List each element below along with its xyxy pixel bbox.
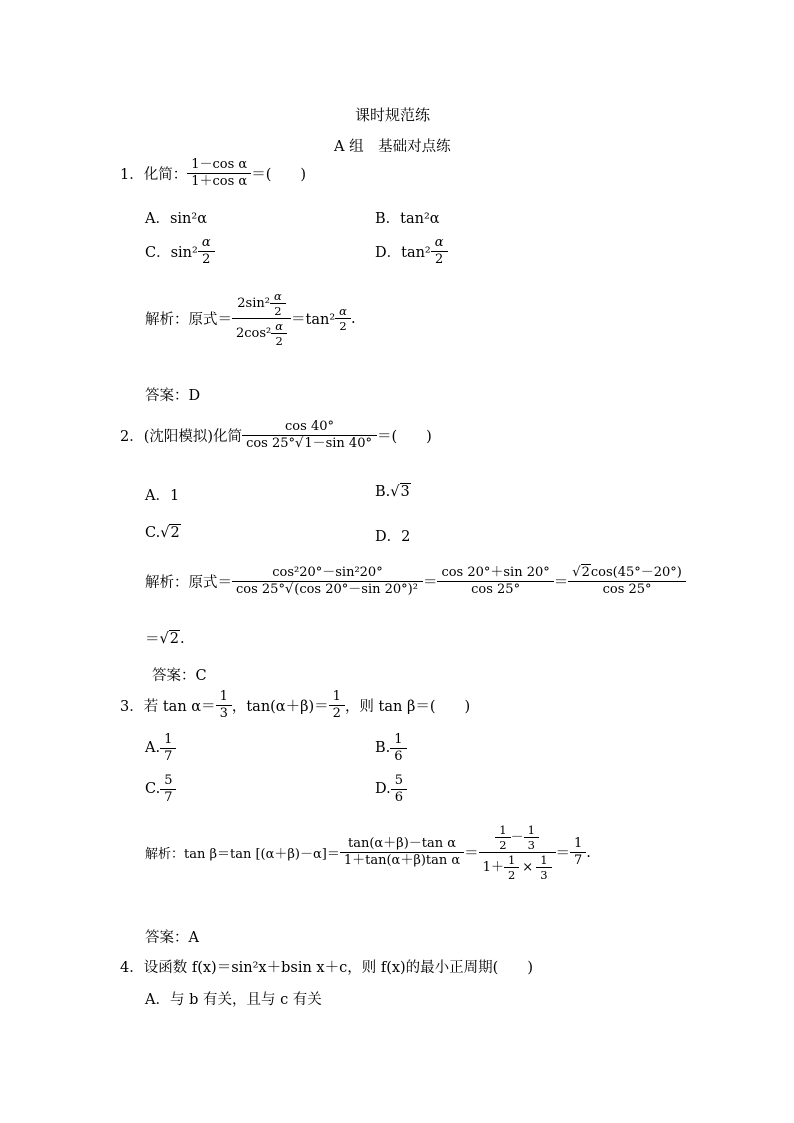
option-c <box>145 236 215 266</box>
numerator: cos 20°＋sin 20° <box>441 565 550 580</box>
solution-label: 解析：原式＝ <box>145 312 232 329</box>
fraction <box>506 854 517 881</box>
fraction <box>272 290 284 317</box>
denominator: 7 <box>160 748 176 764</box>
fraction <box>244 420 375 450</box>
numerator <box>570 566 684 581</box>
option-label: A. <box>145 740 161 757</box>
question-text: ，则 tan β＝( ) <box>344 698 471 715</box>
option-b <box>375 733 407 763</box>
equals-sign: ＝ <box>145 632 160 648</box>
denominator: 1＋cos α <box>187 173 251 189</box>
page-title: 课时规范练 <box>355 106 431 124</box>
question-number: 1． <box>120 166 144 183</box>
answer-blank: ＝( ) <box>251 166 307 183</box>
equals-sign: ＝ <box>422 574 438 591</box>
square-root: √1－sin 40° <box>295 435 372 451</box>
option-b <box>375 484 411 500</box>
numerator: cos 40° <box>285 419 334 434</box>
option-label: C．sin² <box>145 244 198 261</box>
solution-2 <box>145 566 686 596</box>
question-text: 化简： <box>143 166 188 183</box>
option-label: C. <box>145 781 161 798</box>
numerator: 1 <box>507 853 516 868</box>
radicand: 2 <box>170 525 180 541</box>
option-d <box>375 774 407 804</box>
equals-sign: ＝ <box>555 846 571 863</box>
numerator: cos²20°－sin²20° <box>272 565 383 580</box>
option-a: A．1 <box>145 488 180 504</box>
question-4-stem <box>120 956 533 977</box>
fraction <box>342 837 462 867</box>
question-text: 设函数 f(x)＝sin²x＋bsin x＋c，则 f(x)的最小正周期( ) <box>143 960 533 976</box>
answer-blank: ＝( ) <box>376 428 432 445</box>
denominator <box>232 318 291 347</box>
section-heading: A 组 基础对点练 <box>334 139 451 155</box>
numerator: 1－cos α <box>191 157 248 172</box>
numerator: α <box>273 289 282 303</box>
fraction <box>392 733 404 763</box>
option-a: A．与 b 有关，且与 c 有关 <box>145 992 322 1008</box>
solution-1 <box>145 290 356 347</box>
question-text: ，tan(α＋β)＝ <box>231 698 329 715</box>
radicand: (cos 20°－sin 20°)² <box>294 581 418 597</box>
square-root: √2 <box>160 525 180 541</box>
question-3-stem <box>120 690 470 720</box>
numerator <box>493 824 541 852</box>
numerator <box>235 290 287 318</box>
denominator: 2 <box>198 251 215 267</box>
times-sign: × <box>522 859 534 875</box>
numerator: 1 <box>499 823 507 837</box>
denominator: 1＋tan(α＋β)tan α <box>340 852 464 868</box>
solution-label: 解析：tan β＝tan [(α＋β)－α]＝ <box>145 847 340 863</box>
option-b: B．tan²α <box>375 211 440 227</box>
denominator: 2 <box>270 303 286 317</box>
denominator: cos 25° <box>437 581 553 597</box>
option-label: B. <box>375 484 391 500</box>
denominator: 3 <box>524 837 539 851</box>
numerator: α <box>275 319 284 334</box>
numerator-text: 2sin² <box>237 295 270 311</box>
question-1-stem <box>120 158 306 188</box>
square-root: √(cos 20°－sin 20°)² <box>284 581 418 597</box>
fraction <box>393 774 405 804</box>
denominator: 2 <box>329 705 345 721</box>
fraction <box>162 733 174 763</box>
radicand: 2 <box>169 630 179 647</box>
denominator <box>479 852 556 881</box>
numerator: 1 <box>540 853 548 868</box>
question-number: 2． <box>120 428 144 445</box>
option-label: D．tan² <box>375 244 431 261</box>
option-label: C. <box>145 525 161 541</box>
period: . <box>586 844 591 861</box>
denominator <box>232 581 423 597</box>
question-number: 3． <box>120 698 144 715</box>
question-text: (沈阳模拟)化简 <box>143 428 243 445</box>
denominator: 3 <box>216 705 232 721</box>
fraction <box>570 566 684 596</box>
option-label: D. <box>375 781 391 798</box>
fraction <box>234 290 289 347</box>
answer-3: 答案：A <box>145 930 199 946</box>
option-label: B. <box>375 740 391 757</box>
solution-label: 解析：原式＝ <box>145 574 232 591</box>
fraction <box>439 566 551 596</box>
denominator: 2 <box>495 837 510 851</box>
fraction <box>572 837 584 867</box>
denominator: cos 25° <box>568 581 686 597</box>
numerator: 1 <box>219 689 228 704</box>
fraction <box>331 690 343 720</box>
denominator: 7 <box>160 789 176 805</box>
numerator: tan(α＋β)－tan α <box>347 836 457 852</box>
denominator: 6 <box>391 789 407 805</box>
numerator: 1 <box>332 689 341 704</box>
numerator-text: cos(45°－20°) <box>590 565 682 580</box>
question-2-stem <box>120 420 432 450</box>
numerator: α <box>434 235 444 250</box>
numerator: 5 <box>164 773 173 788</box>
square-root: √2 <box>572 565 590 580</box>
numerator: α <box>201 235 211 250</box>
fraction <box>162 774 174 804</box>
fraction <box>433 236 446 266</box>
minus-sign: － <box>510 829 524 845</box>
radicand: 2 <box>581 565 590 580</box>
denominator-text: cos 25° <box>236 581 285 597</box>
denominator-text: 2cos² <box>236 325 272 341</box>
numerator: 1 <box>394 732 403 747</box>
square-root: √3 <box>390 484 410 500</box>
fraction <box>189 158 249 188</box>
solution-3 <box>145 824 591 881</box>
fraction <box>497 824 508 851</box>
fraction <box>526 824 537 851</box>
fraction <box>218 690 230 720</box>
denominator: 2 <box>504 867 519 881</box>
fraction <box>200 236 213 266</box>
denominator: 2 <box>431 251 448 267</box>
radicand: 1－sin 40° <box>304 435 372 451</box>
numerator: 5 <box>394 773 403 788</box>
numerator: 1 <box>574 836 583 852</box>
square-root: √2 <box>159 630 179 647</box>
radicand: 3 <box>400 484 410 500</box>
numerator: 1 <box>527 823 535 837</box>
denominator: 2 <box>335 318 351 332</box>
period: . <box>179 630 185 647</box>
question-text: 若 tan α＝ <box>143 698 216 715</box>
fraction <box>234 566 421 596</box>
denominator-text: 1＋ <box>482 859 504 875</box>
option-d: D．2 <box>375 529 411 545</box>
denominator: 6 <box>390 748 406 764</box>
answer-2: 答案：C <box>152 668 207 684</box>
option-d <box>375 236 448 266</box>
numerator: α <box>339 304 347 319</box>
option-a <box>145 733 176 763</box>
fraction <box>538 854 549 881</box>
option-c <box>145 525 181 541</box>
period: . <box>350 310 356 327</box>
answer-1: 答案：D <box>145 388 201 404</box>
numerator: 1 <box>164 732 173 747</box>
complex-fraction <box>481 824 554 881</box>
equals-text: ＝tan² <box>291 312 336 329</box>
option-a: A．sin²α <box>145 211 207 227</box>
solution-2-line-2 <box>145 628 185 649</box>
option-c <box>145 774 176 804</box>
fraction <box>273 320 285 347</box>
denominator: 3 <box>536 867 551 881</box>
fraction <box>337 305 349 332</box>
equals-sign: ＝ <box>464 846 479 863</box>
denominator: 2 <box>271 333 287 347</box>
denominator: 7 <box>570 852 586 868</box>
denominator-text: cos 25° <box>246 435 296 451</box>
denominator <box>242 435 377 451</box>
question-number: 4． <box>120 960 144 976</box>
equals-sign: ＝ <box>553 574 569 591</box>
